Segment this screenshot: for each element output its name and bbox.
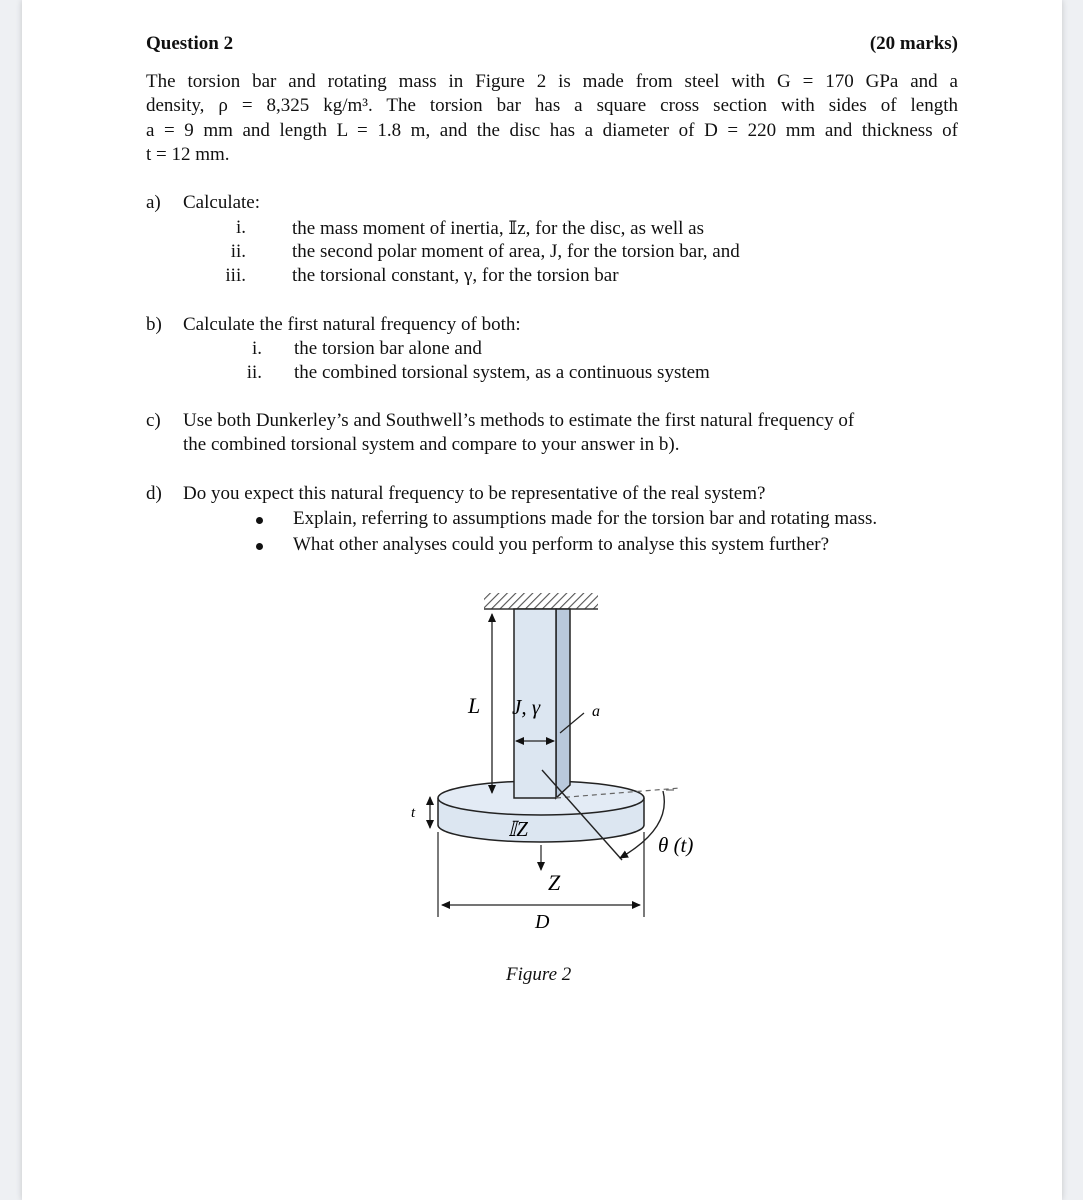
item-text: the mass moment of inertia, 𝕀z, for the disc, as well as [292, 218, 704, 239]
label-t: t [411, 805, 416, 821]
torsion-system-figure [22, 0, 1062, 1200]
question-marks: (20 marks) [869, 33, 958, 54]
bullet-text: Explain, referring to assumptions made for the torsion bar and rotating mass. [293, 508, 878, 529]
label-Iz: 𝕀Z [508, 817, 528, 841]
label-a: a [592, 703, 600, 720]
intro-line: density, ρ = 8,325 kg/m³. The torsion bar has a square cross section with sides of length [146, 95, 958, 117]
part-c-line: the combined torsional system and compare to your answer in b). [183, 434, 680, 455]
intro-line: a = 9 mm and length L = 1.8 m, and the disc has a diameter of D = 220 mm and thickness of [146, 119, 958, 141]
figure-caption: Figure 2 [506, 964, 572, 985]
part-c-line: Use both Dunkerley’s and Southwell’s methods to estimate the first natural frequency of [183, 410, 855, 431]
question-title: Question 2 [146, 33, 234, 54]
label-D: D [535, 911, 550, 933]
fixed-support [484, 593, 598, 609]
part-c-label: c) [146, 410, 161, 431]
part-b-label: b) [146, 314, 162, 335]
part-b-text: Calculate the first natural frequency of both: [183, 314, 521, 335]
part-a-text: Calculate: [183, 192, 261, 213]
item-text: the torsional constant, γ, for the torsion bar [292, 265, 619, 286]
item-number: i. [251, 338, 262, 359]
item-number: ii. [246, 362, 262, 383]
label-J-gamma: J, γ [512, 695, 541, 719]
part-d-text: Do you expect this natural frequency to be representative of the real system? [183, 483, 766, 504]
item-text: the second polar moment of area, J, for the torsion bar, and [292, 241, 740, 262]
item-text: the torsion bar alone and [294, 338, 482, 359]
label-L: L [468, 693, 481, 718]
item-text: the combined torsional system, as a continuous system [294, 362, 710, 383]
label-theta: θ (t) [658, 833, 694, 857]
intro-line: t = 12 mm. [146, 143, 230, 165]
document-page [22, 0, 1062, 1200]
bullet-text: What other analyses could you perform to analyse this system further? [293, 534, 830, 555]
part-d-label: d) [146, 483, 162, 504]
item-number: iii. [225, 265, 246, 286]
item-number: i. [235, 217, 246, 238]
intro-line: The torsion bar and rotating mass in Figure 2 is made from steel with G = 170 GPa and a [146, 71, 958, 92]
label-Z: Z [548, 870, 561, 895]
part-a-label: a) [146, 192, 161, 213]
item-number: ii. [230, 241, 246, 262]
